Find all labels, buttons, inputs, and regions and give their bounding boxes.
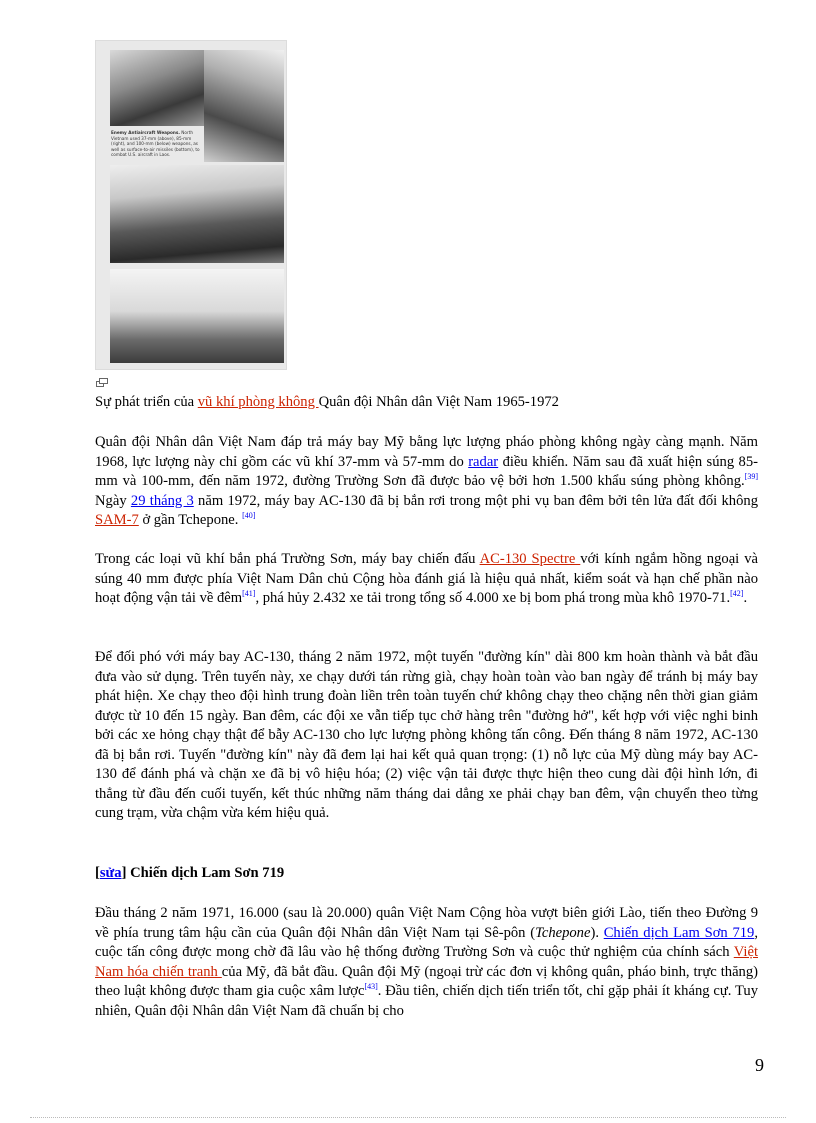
link-sam-7[interactable]: SAM-7 xyxy=(95,512,139,528)
figure-caption-text: North Vietnam used 37-mm (above), 85-mm (right), and 100-mm (below) weapons, as well as surface-to-air missiles (bottom), to combat U.S. aircraft in Laos. xyxy=(111,130,200,158)
para1-text-4: năm 1972, máy bay AC-130 đã bị bắn rơi trong một phi vụ ban đêm bởi tên lửa đất đối không xyxy=(193,492,758,509)
para4-text-5: . Đầu tiên, chiến dịch tiến triển tốt, chỉ gặp phải ít kháng cự. Tuy nhiên, Quân đội Nhân dân Việt Nam đã chuẩn bị cho xyxy=(95,983,758,1019)
heading-bracket-open: [ xyxy=(95,865,100,881)
image-caption xyxy=(95,393,735,413)
para1-text-5: ở gần Tchepone. xyxy=(138,512,243,528)
paragraph-hidden-road: Để đối phó với máy bay AC-130, tháng 2 năm 1972, một tuyến "đường kín" dài 800 km hoàn thành và bắt đầu đưa vào sử dụng. Trên tuyến này, xe chạy dưới tán rừng già, chạy hoàn toàn vào ban ngày để tránh bị máy bay phát hiện. Xe chạy theo đội hình trung đoàn liền trên toàn tuyến chứ không chạy theo chặng nên thời gian giảm được từ 10 đến 15 ngày. Ban đêm, các đội xe vẫn tiếp tục chở hàng trên "đường hở", kết hợp với việc nghi binh bởi các xe hỏng chạy thật để bẫy AC-130 cho lực lượng phòng không tấn công. Đến tháng 8 năm 1972, AC-130 đã bị bắn rơi. Tuyến "đường kín" này đã đem lại hai kết quả quan trọng: (1) nỗ lực của Mỹ dùng máy bay AC-130 để đánh phá và chặn xe đã bị vô hiệu hóa; (2) việc vận tải được thực hiện theo cung dài đội hình lớn, đi thẳng từ đầu đến cuối tuyến, kết thúc những năm tháng dai dẳng xe phải chạy ban đêm, vận chuyển theo từng cung trạm, vừa chậm vừa kém hiệu quả. xyxy=(95,649,758,821)
para2-text-1: Trong các loại vũ khí bắn phá Trường Sơn, máy bay chiến đấu xyxy=(95,551,480,567)
paragraph-anti-aircraft xyxy=(95,433,758,531)
para4-text-1: Đầu tháng 2 năm 1971, 16.000 (sau là 20.000) quân Việt Nam Cộng hòa vượt biên giới Lào, tiến theo Đường 9 về phía trung tâm hậu cần của Quân đội Nhân dân Việt Nam tại Sê-pôn ( xyxy=(95,905,758,941)
photo-sam-missile xyxy=(110,269,284,363)
para1-text-3: Ngày xyxy=(95,492,131,509)
tchepone-italic: Tchepone xyxy=(535,924,591,941)
paragraph-ac130 xyxy=(95,550,758,609)
photo-100mm-gun xyxy=(110,165,284,263)
link-anti-aircraft-weapons[interactable]: vũ khí phòng không xyxy=(197,394,319,410)
caption-text-after: Quân đội Nhân dân Việt Nam 1965-1972 xyxy=(318,394,559,410)
link-vietnamization[interactable]: Việt Nam hóa chiến tranh xyxy=(95,944,758,980)
antiaircraft-weapons-figure[interactable] xyxy=(95,40,287,370)
para2-text-2: với kính ngắm hồng ngoại và súng 40 mm được phía Việt Nam Dân chủ Cộng hòa đánh giá là hiệu quả nhất, kiểm soát và hạn chế phần nào hoạt động vận tải về đêm xyxy=(95,551,758,606)
reference-41[interactable]: [41] xyxy=(242,589,256,599)
link-ac130-spectre[interactable]: AC-130 Spectre xyxy=(479,551,581,567)
para4-text-2: ). xyxy=(590,924,604,941)
section-heading-lam-son-719 xyxy=(95,864,284,884)
link-date-29-march[interactable]: 29 tháng 3 xyxy=(130,492,194,509)
photo-37mm-gun xyxy=(110,50,207,126)
reference-39[interactable]: [39] xyxy=(744,472,758,482)
edit-section-link[interactable]: sửa xyxy=(99,865,122,881)
link-lam-son-719[interactable]: Chiến dịch Lam Sơn 719 xyxy=(603,924,755,941)
reference-43[interactable]: [43] xyxy=(364,982,378,992)
caption-text-before: Sự phát triển của xyxy=(95,394,198,410)
photo-85mm-gun xyxy=(204,50,284,162)
para2-text-4: . xyxy=(743,590,748,606)
para1-text-1: Quân đội Nhân dân Việt Nam đáp trả máy bay Mỹ bằng lực lượng pháo phòng không ngày càng mạnh. Năm 1968, lực lượng này chỉ gồm các vũ khí 37-mm và 57-mm do xyxy=(95,434,758,470)
para1-text-2: điều khiển. Năm sau đã xuất hiện súng 85-mm và 100-mm, đến năm 1972, đường Trường Sơn đã được bảo vệ bởi hơn 1.500 khẩu súng phòng không. xyxy=(95,453,758,489)
reference-40[interactable]: [40] xyxy=(242,511,256,521)
page-number: 9 xyxy=(755,1055,764,1075)
figure-caption xyxy=(111,130,201,158)
figure-caption-title: Enemy Antiaircraft Weapons. xyxy=(111,130,180,135)
enlarge-icon[interactable] xyxy=(96,378,108,387)
para2-text-3: , phá hủy 2.432 xe tải trong tổng số 4.000 xe bị bom phá trong mùa khô 1970-71. xyxy=(255,590,731,606)
paragraph-lam-son xyxy=(95,904,758,1021)
para4-text-3: , cuộc tấn công được mong chờ đã lâu vào hệ thống đường Trường Sơn và cuộc thử nghiệm của chính sách xyxy=(95,924,758,960)
para4-text-4: của Mỹ, đã bắt đầu. Quân đội Mỹ (ngoại trừ các đơn vị không quân, pháo binh, trực thăng) theo luật không được tham gia cuộc xâm lược xyxy=(95,963,758,999)
section-title: Chiến dịch Lam Sơn 719 xyxy=(126,865,285,881)
heading-bracket-close: ] xyxy=(121,865,127,881)
page-bottom-divider xyxy=(30,1117,786,1118)
link-radar[interactable]: radar xyxy=(468,453,499,470)
reference-42[interactable]: [42] xyxy=(730,589,744,599)
